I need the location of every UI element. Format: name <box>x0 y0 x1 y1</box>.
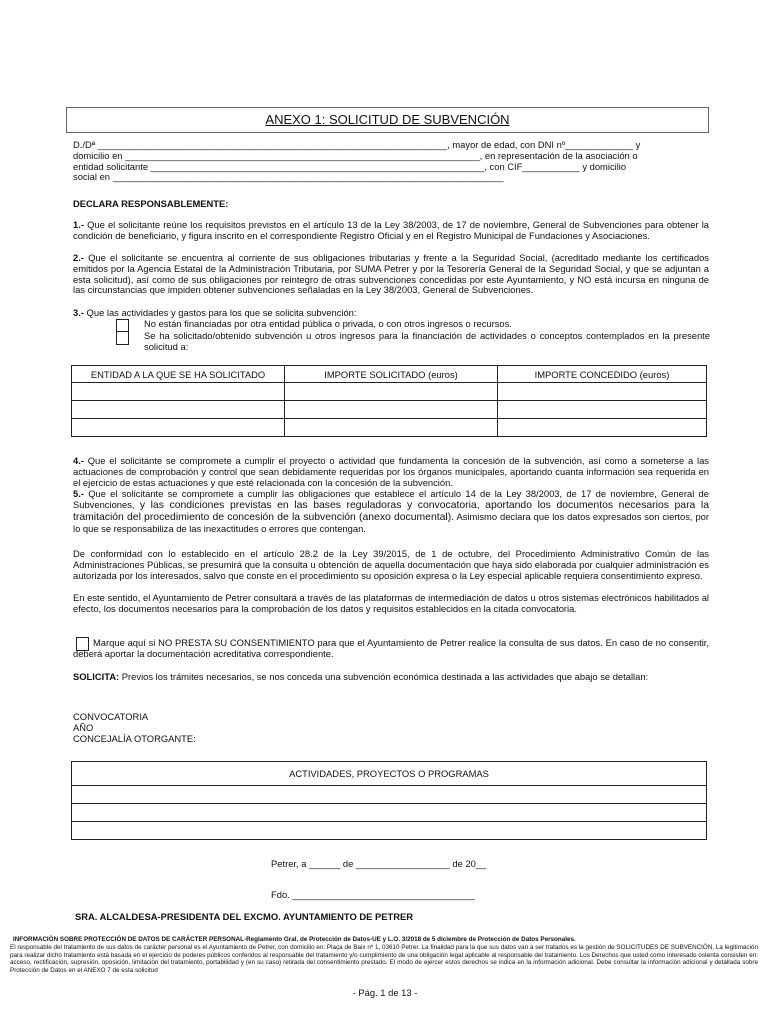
option-1-label: No están financiadas por otra entidad pública o privada, o con otros ingresos o recursos. <box>144 318 512 329</box>
declara-point-2 <box>73 253 709 296</box>
point-5-text-b: y las condiciones previstas en las bases reguladoras y convocatoria, aportando los documentos necesarios para la tramitación del procedimiento de concesión de la subvención (anexo documental). <box>73 499 709 523</box>
point-2-text: Que el solicitante se encuentra al corriente de sus obligaciones tributarias y frente a la Seguridad Social, (acreditado mediante los certificados emitidos por la Agencia Estatal de la Administración Tributaria, por SUMA Petrer y por la Tesorería General de la Seguridad Social, y que se adjuntan a esta solicitud), así como de sus obligaciones por reintegro de otras subvenciones concedidas por este Ayuntamiento, y NO está incursa en ninguna de las circunstancias que impiden obtener subvenciones señaladas en la Ley 38/2003, General de Subvenciones. <box>73 252 709 296</box>
date-line: Petrer, a ______ de __________________ de 20__ <box>271 858 487 869</box>
point-4-number: 4.- <box>73 455 84 466</box>
addressee: SRA. ALCALDESA-PRESIDENTA DEL EXCMO. AYUNTAMIENTO DE PETRER <box>75 911 414 922</box>
table1-header-solicitado: IMPORTE SOLICITADO (euros) <box>285 366 498 383</box>
sentido-paragraph: En este sentido, el Ayuntamiento de Petrer consultará a través de las plataformas de intermediación de datos u otros sistemas electrónicos habilitados al efecto, los documentos necesarios para la comprobación de los datos y requisitos establecidos en la citada convocatoria. <box>73 592 709 614</box>
declara-point-1 <box>73 220 709 242</box>
point-3-text: Que las actividades y gastos para los que se solicita subvención: <box>83 307 357 318</box>
title-box <box>66 107 709 133</box>
point-4 <box>73 456 709 488</box>
point-3-number: 3.- <box>73 307 84 318</box>
page-number: - Pág. 1 de 13 - <box>352 987 418 998</box>
table-cell[interactable] <box>72 383 285 401</box>
solicita-label: SOLICITA: <box>73 671 120 682</box>
table1-header-entidad: ENTIDAD A LA QUE SE HA SOLICITADO <box>72 366 285 383</box>
point-4-text: Que el solicitante se compromete a cumplir el proyecto o actividad que fundamenta la concesión de la subvención, así como a someterse a las actuaciones de comprobación y control que sean debidamente requeridas por los órganos municipales, aportando cuanta información sea requerida en el ejercicio de estas actuaciones y que esté relacionada con la concesión de la subvención. <box>73 455 709 488</box>
solicita-text: Previos los trámites necesarios, se nos conceda una subvención económica destinada a las actividades que abajo se detallan: <box>119 671 649 682</box>
signature-line: Fdo. ___________________________________ <box>271 889 475 900</box>
solicita-paragraph <box>73 672 709 683</box>
privacy-title: INFORMACIÓN SOBRE PROTECCIÓN DE DATOS DE CARÁCTER PERSONAL-Reglamento Gral. de Protección de Datos-UE y L.O. 3/2018 de 5 diciembre de Protección de Datos Personales. <box>13 936 576 943</box>
subvenciones-table <box>71 365 707 437</box>
applicant-line-2: domicilio en ____________________________________________________________________, en representación de la asociación o <box>73 149 638 161</box>
concejalia-label: CONCEJALÍA OTORGANTE: <box>73 732 196 744</box>
applicant-line-1: D./Dª ___________________________________________________________________, mayor de edad, con DNI nº_____________ y <box>73 139 641 150</box>
point-5-text-c: Asimismo declara que los datos expresados son ciertos, por lo que se responsabiliza de las inexactitudes o errores que contengan. <box>73 510 709 534</box>
option-solicitado-checkbox[interactable] <box>116 331 129 345</box>
table2-header-row <box>72 762 707 786</box>
point-5 <box>73 489 709 535</box>
convocatoria-label: CONVOCATORIA <box>73 711 149 722</box>
point-1-text: Que el solicitante reúne los requisitos previstos en el artículo 13 de la Ley 38/2003, de 17 de noviembre, General de Subvenciones para obtener la condición de beneficiario, y figura inscrito en el correspondiente Registro Oficial y en el Registro Municipal de Fundaciones y Asociaciones. <box>73 219 709 241</box>
table1-header-row <box>72 366 707 383</box>
table-cell[interactable] <box>285 383 498 401</box>
option-2-label: Se ha solicitado/obtenido subvención u otros ingresos para la financiación de actividades o conceptos contemplados en la presente solicitud a: <box>144 330 710 352</box>
table-row <box>72 786 707 804</box>
point-5-number: 5.- <box>73 488 84 499</box>
conformidad-paragraph: De conformidad con lo establecido en el artículo 28.2 de la Ley 39/2015, de 1 de octubre, del Procedimiento Administrativo Común de las Administraciones Públicas, se presumirá que la consulta u obtención de aquella documentación que haya sido elaborada por cualquier administración es autorizada por los interesados, salvo que conste en el procedimiento su oposición expresa o la Ley especial aplicable requiera consentimiento expreso. <box>73 548 709 581</box>
applicant-line-4: social en ___________________________________________________________________________ <box>73 171 504 183</box>
convocatoria-block <box>73 712 196 744</box>
point-1-number: 1.- <box>73 219 84 230</box>
consent-text: Marque aquí si NO PRESTA SU CONSENTIMIENTO para que el Ayuntamiento de Petrer realice la consulta de sus datos. En caso de no consentir, deberá aportar la documentación acreditativa correspondiente. <box>73 637 709 659</box>
table-cell[interactable] <box>72 786 707 804</box>
table-row <box>72 383 707 401</box>
table-row <box>72 419 707 437</box>
actividades-table <box>71 761 707 840</box>
table-cell[interactable] <box>72 419 285 437</box>
table-row <box>72 401 707 419</box>
point-5-text-a: Que el solicitante se compromete a cumplir las obligaciones que establece el artículo 14 de la Ley 38/2003, de 17 de noviembre, General de Subvenciones, <box>73 488 709 510</box>
table-cell[interactable] <box>498 383 707 401</box>
table1-header-concedido: IMPORTE CONCEDIDO (euros) <box>498 366 707 383</box>
document-title: ANEXO 1: SOLICITUD DE SUBVENCIÓN <box>265 112 510 127</box>
applicant-block <box>73 140 709 183</box>
table-cell[interactable] <box>72 822 707 840</box>
privacy-text: El responsable del tratamiento de sus datos de carácter personal es el Ayuntamiento de Petrer, con domicilio en: Plaça de Baix nº 1, 03610 Petrer. La finalidad para la que sus datos van a ser tratados es la gestión de SOLICITUDES DE SUBVENCIÓN. La legitimación para realizar dicho tratamiento está basada en el ejercicio de poderes públicos conferidos al responsable del tratamiento y/o cumplimiento de una obligación legal aplicable al responsable del tratamiento. Los Derechos que usted como interesado ostenta consisten en: acceso, rectificación, supresión, oposición, limitación del tratamiento, portabilidad y (en su caso) retirada del consentimiento prestado. El modo de ejercer estos derechos se indica en la información adicional. Debe consultar la información adicional y detallada sobre Protección de Datos en el ANEXO 7 de esta solicitud <box>10 944 758 974</box>
declara-heading: DECLARA RESPONSABLEMENTE: <box>73 198 229 209</box>
table-cell[interactable] <box>285 419 498 437</box>
applicant-line-3: entidad solicitante ________________________________________________________________, con CIF___________ y domicilio <box>73 160 627 172</box>
table-cell[interactable] <box>498 401 707 419</box>
table-cell[interactable] <box>72 804 707 822</box>
table2-header: ACTIVIDADES, PROYECTOS O PROGRAMAS <box>72 762 707 786</box>
table-row <box>72 822 707 840</box>
point-2-number: 2.- <box>73 252 84 263</box>
table-cell[interactable] <box>498 419 707 437</box>
table-row <box>72 804 707 822</box>
ano-label: AÑO <box>73 721 94 733</box>
table-cell[interactable] <box>285 401 498 419</box>
table-cell[interactable] <box>72 401 285 419</box>
